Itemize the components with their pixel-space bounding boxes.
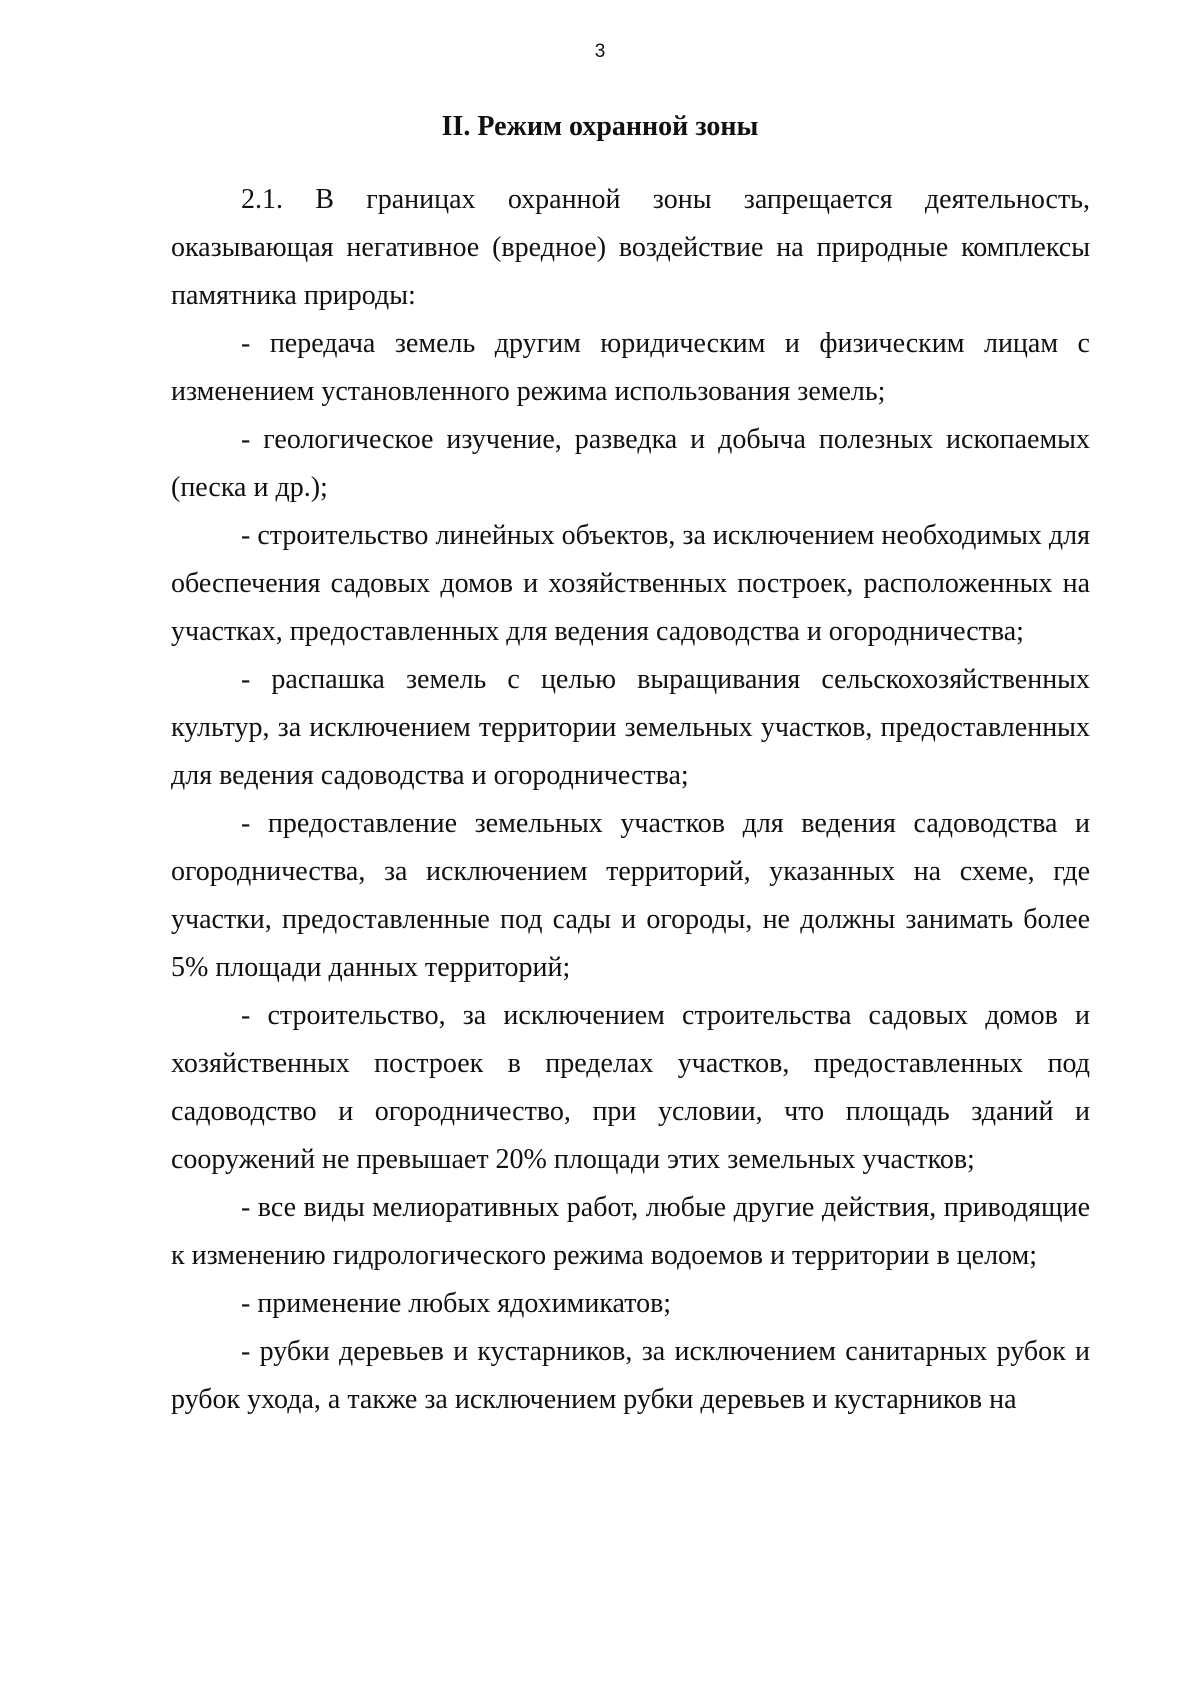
- list-item-tree-felling: - рубки деревьев и кустарников, за исключением санитарных рубок и рубок ухода, а также за исключением рубки деревьев и кустарников на: [171, 1336, 1090, 1415]
- page-number: 3: [594, 41, 606, 62]
- section-title: II. Режим охранной зоны: [441, 111, 759, 142]
- list-item-pesticides: - применение любых ядохимикатов;: [241, 1288, 672, 1319]
- list-item-plowing: - распашка земель с целью выращивания сельскохозяйственных культур, за исключением территории земельных участков, предоставленных для ведения садоводства и огородничества;: [171, 664, 1090, 791]
- body-text: [171, 176, 1090, 1424]
- list-item-land-allocation: - предоставление земельных участков для ведения садоводства и огородничества, за исключением территорий, указанных на схеме, где участки, предоставленные под сады и огороды, не должны занимать более 5% площади данных территорий;: [171, 808, 1090, 983]
- list-item-land-transfer: - передача земель другим юридическим и физическим лицам с изменением установленного режима использования земель;: [171, 328, 1090, 407]
- list-item-melioration: - все виды мелиоративных работ, любые другие действия, приводящие к изменению гидрологического режима водоемов и территории в целом;: [171, 1192, 1090, 1271]
- list-item-linear-objects: - строительство линейных объектов, за исключением необходимых для обеспечения садовых домов и хозяйственных построек, расположенных на участках, предоставленных для ведения садоводства и огородничества;: [171, 520, 1090, 647]
- list-item-construction: - строительство, за исключением строительства садовых домов и хозяйственных построек в пределах участков, предоставленных под садоводство и огородничество, при условии, что площадь зданий и сооружений не превышает 20% площади этих земельных участков;: [171, 1000, 1090, 1175]
- list-item-geological-survey: - геологическое изучение, разведка и добыча полезных ископаемых (песка и др.);: [171, 424, 1090, 503]
- paragraph-2-1-intro: 2.1. В границах охранной зоны запрещается деятельность, оказывающая негативное (вредное) воздействие на природные комплексы памятника природы:: [171, 184, 1090, 311]
